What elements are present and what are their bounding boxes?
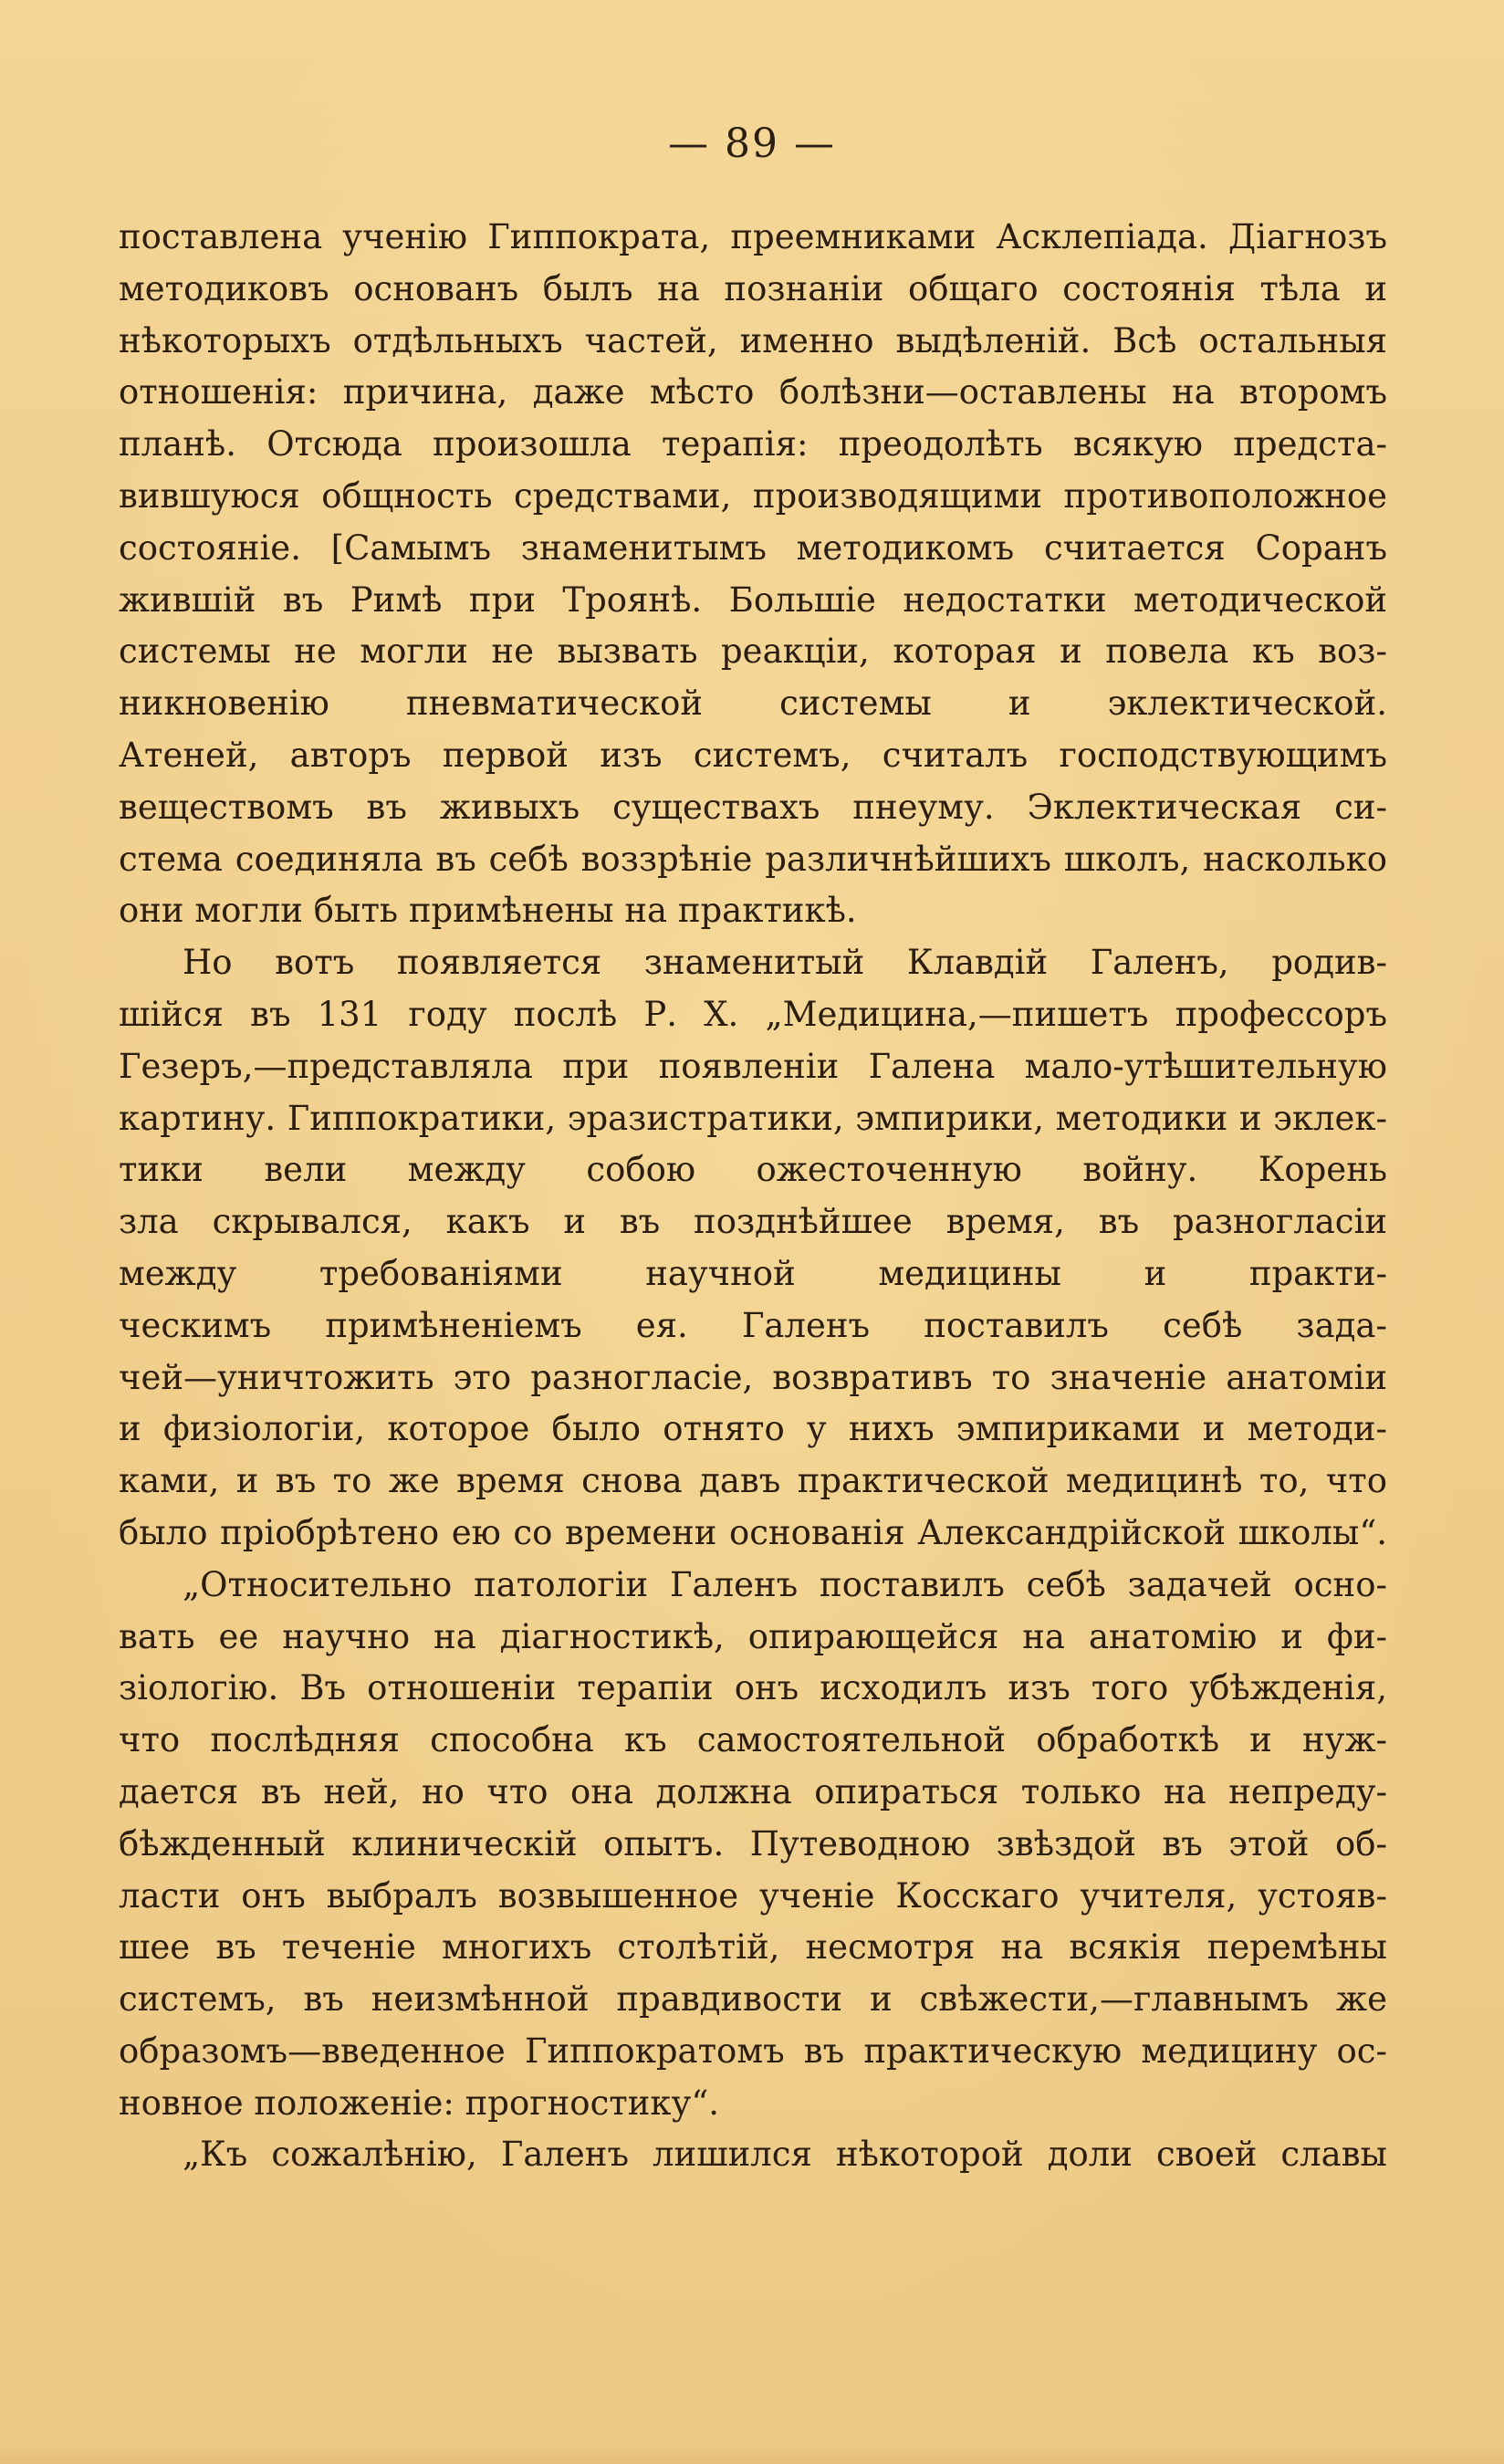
- text-line: Гезеръ,—представляла при появленіи Галена мало-утѣшительную: [119, 1046, 1387, 1086]
- text-line: веществомъ въ живыхъ существахъ пнеуму. Эклектическая си-: [119, 787, 1387, 827]
- text-line: ками, и въ то же время снова давъ практической медицинѣ то, что: [119, 1461, 1387, 1501]
- text-line: стема соединяла въ себѣ воззрѣніе различнѣйшихъ школъ, насколько: [119, 839, 1387, 879]
- text-line: системы не могли не вызвать реакціи, которая и повела къ воз-: [119, 632, 1387, 672]
- text-line: „Къ сожалѣнію, Галенъ лишился нѣкоторой доли своей славы: [183, 2135, 1387, 2175]
- text-line: зіологію. Въ отношеніи терапіи онъ исходилъ изъ того убѣжденія,: [119, 1668, 1387, 1708]
- text-line: поставлена ученію Гиппократа, преемниками Асклепіада. Діагнозъ: [119, 217, 1387, 256]
- text-line: шее въ теченіе многихъ столѣтій, несмотря на всякія перемѣны: [119, 1927, 1387, 1968]
- text-line: между требованіями научной медицины и практи-: [119, 1253, 1387, 1293]
- text-line: нѣкоторыхъ отдѣльныхъ частей, именно выдѣленій. Всѣ остальныя: [119, 320, 1387, 360]
- text-line: образомъ—введенное Гиппократомъ въ практическую медицину ос-: [119, 2031, 1387, 2071]
- text-line: состояніе. [Самымъ знаменитымъ методикомъ считается Соранъ: [119, 527, 1387, 568]
- page-number: — 89 —: [668, 120, 836, 167]
- text-line: методиковъ основанъ былъ на познаніи общаго состоянія тѣла и: [119, 268, 1387, 308]
- text-line: планѣ. Отсюда произошла терапія: преодолѣть всякую предста-: [119, 424, 1387, 465]
- text-line: они могли быть примѣнены на практикѣ.: [119, 891, 857, 931]
- text-line: вать ее научно на діагностикѣ, опирающейся на анатомію и фи-: [119, 1616, 1387, 1656]
- text-line: жившій въ Римѣ при Троянѣ. Большіе недостатки методической: [119, 579, 1387, 620]
- text-line: шійся въ 131 году послѣ Р. Х. „Медицина,—пишетъ профессоръ: [119, 994, 1387, 1034]
- text-line: системъ, въ неизмѣнной правдивости и свѣжести,—главнымъ же: [119, 1979, 1387, 2020]
- text-line: отношенія: причина, даже мѣсто болѣзни—оставлены на второмъ: [119, 372, 1387, 412]
- text-line: новное положеніе: прогностику“.: [119, 2083, 719, 2123]
- text-line: было пріобрѣтено ею со времени основанія Александрійской школы“.: [119, 1512, 1387, 1552]
- text-line: зла скрывался, какъ и въ позднѣйшее время, въ разногласіи: [119, 1202, 1387, 1242]
- text-line: Но вотъ появляется знаменитый Клавдій Галенъ, родив-: [183, 943, 1387, 983]
- text-line: „Относительно патологіи Галенъ поставилъ себѣ задачей осно-: [183, 1564, 1387, 1604]
- text-line: тики вели между собою ожесточенную войну. Корень: [119, 1150, 1387, 1190]
- text-line: дается въ ней, но что она должна опираться только на непреду-: [119, 1771, 1387, 1811]
- text-line: Атеней, авторъ первой изъ системъ, считалъ господствующимъ: [119, 735, 1387, 775]
- text-line: что послѣдняя способна къ самостоятельной обработкѣ и нуж-: [119, 1720, 1387, 1760]
- text-line: бѣжденный клиническій опытъ. Путеводною звѣздой въ этой об-: [119, 1823, 1387, 1864]
- page-edge-shading: [0, 2448, 1504, 2464]
- text-line: и физіологіи, которое было отнято у нихъ эмпириками и методи-: [119, 1409, 1387, 1449]
- text-line: никновенію пневматической системы и эклектической.: [119, 684, 1387, 724]
- text-line: ческимъ примѣненіемъ ея. Галенъ поставилъ себѣ зада-: [119, 1305, 1387, 1345]
- text-line: чей—уничтожить это разногласіе, возвративъ то значеніе анатоміи: [119, 1357, 1387, 1397]
- text-line: вившуюся общность средствами, производящими противоположное: [119, 475, 1387, 516]
- text-line: картину. Гиппократики, эразистратики, эмпирики, методики и эклек-: [119, 1098, 1387, 1138]
- body-text: [119, 212, 1387, 2181]
- text-line: ласти онъ выбралъ возвышенное ученіе Косскаго учителя, устояв-: [119, 1875, 1387, 1916]
